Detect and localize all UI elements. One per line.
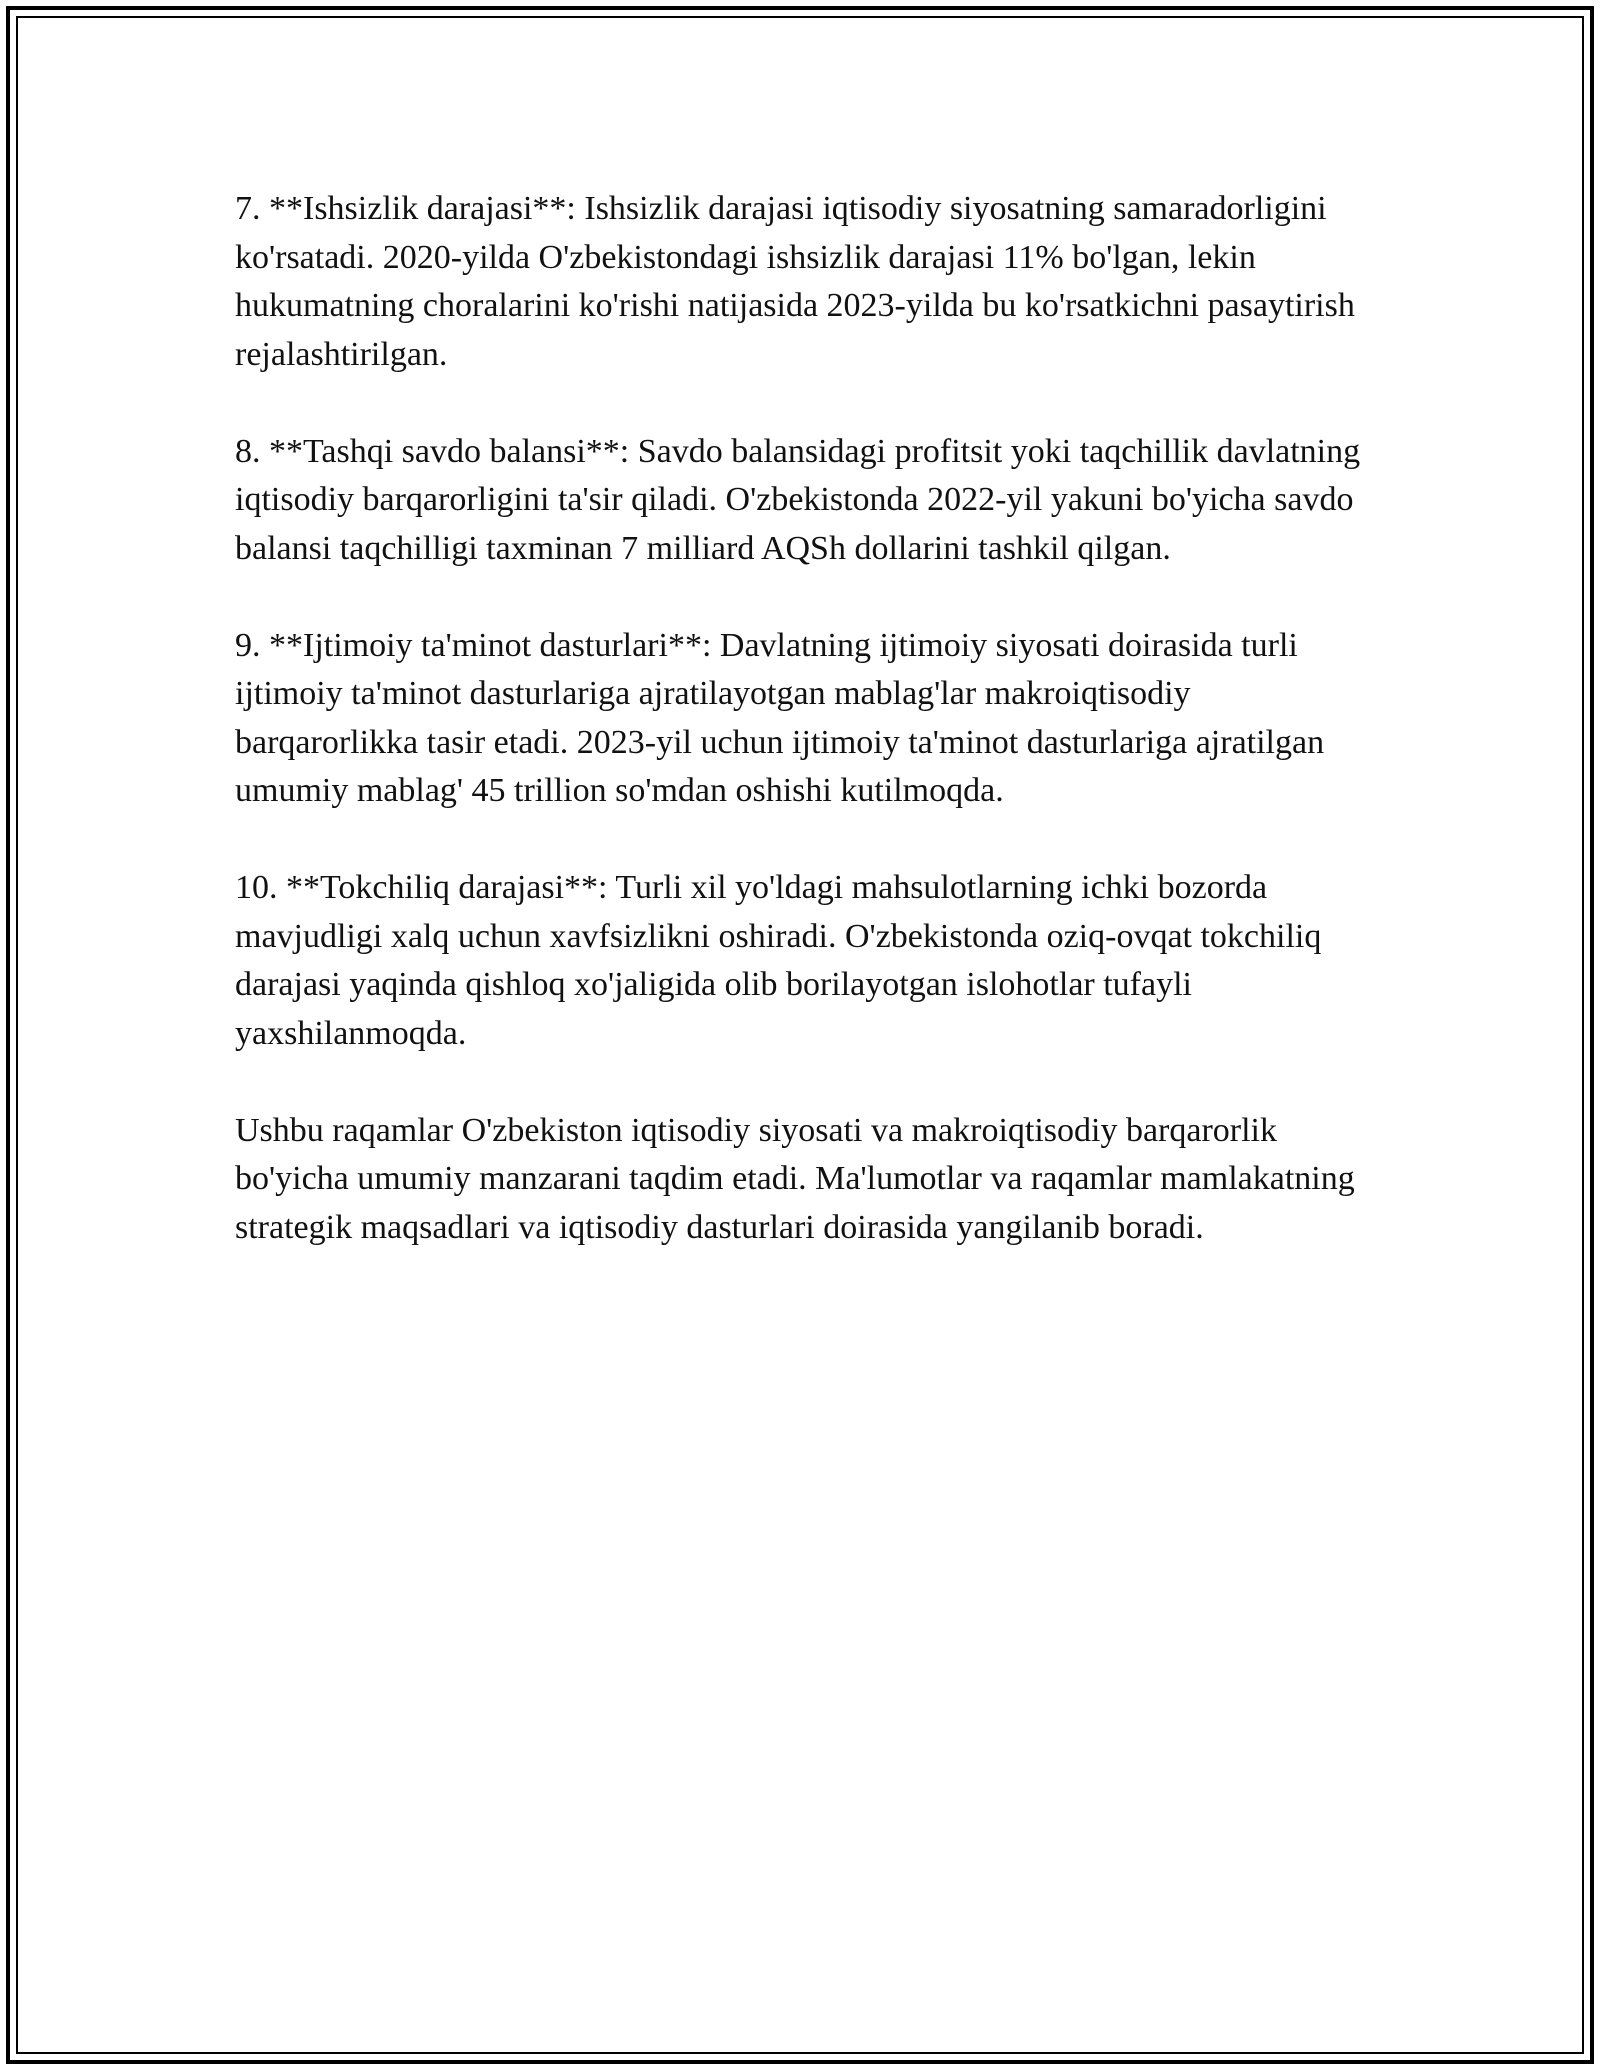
paragraph-unemployment: 7. **Ishsizlik darajasi**: Ishsizlik darajasi iqtisodiy siyosatning samaradorligini ko'rsatadi. 2020-yilda O'zbekistondagi ishsizlik darajasi 11% bo'lgan, lekin hukumatning choralarini ko'rishi natijasida 2023-yilda bu ko'rsatkichni pasaytirish rejalashtirilgan. [235, 190, 1355, 373]
document-body [235, 185, 1380, 1301]
paragraph-social-programs: 9. **Ijtimoiy ta'minot dasturlari**: Davlatning ijtimoiy siyosati doirasida turli ijtimoiy ta'minot dasturlariga ajratilayotgan mablag'lar makroiqtisodiy barqarorlikka tasir etadi. 2023-yil uchun ijtimoiy ta'minot dasturlariga ajratilgan umumiy mablag' 45 trillion so'mdan oshishi kutilmoqda. [235, 626, 1325, 809]
paragraph-supply-level: 10. **Tokchiliq darajasi**: Turli xil yo'ldagi mahsulotlarning ichki bozorda mavjudligi xalq uchun xavfsizlikni oshiradi. O'zbekistonda oziq-ovqat tokchiliq darajasi yaqinda qishloq xo'jaligida olib borilayotgan islohotlar tufayli yaxshilanmoqda. [235, 869, 1322, 1052]
paragraph-conclusion: Ushbu raqamlar O'zbekiston iqtisodiy siyosati va makroiqtisodiy barqarorlik bo'yicha umumiy manzarani taqdim etadi. Ma'lumotlar va raqamlar mamlakatning strategik maqsadlari va iqtisodiy dasturlari doirasida yangilanib boradi. [235, 1111, 1355, 1246]
paragraph-trade-balance: 8. **Tashqi savdo balansi**: Savdo balansidagi profitsit yoki taqchillik davlatning iqtisodiy barqarorligini ta'sir qiladi. O'zbekistonda 2022-yil yakuni bo'yicha savdo balansi taqchilligi taxminan 7 milliard AQSh dollarini tashkil qilgan. [235, 432, 1361, 567]
